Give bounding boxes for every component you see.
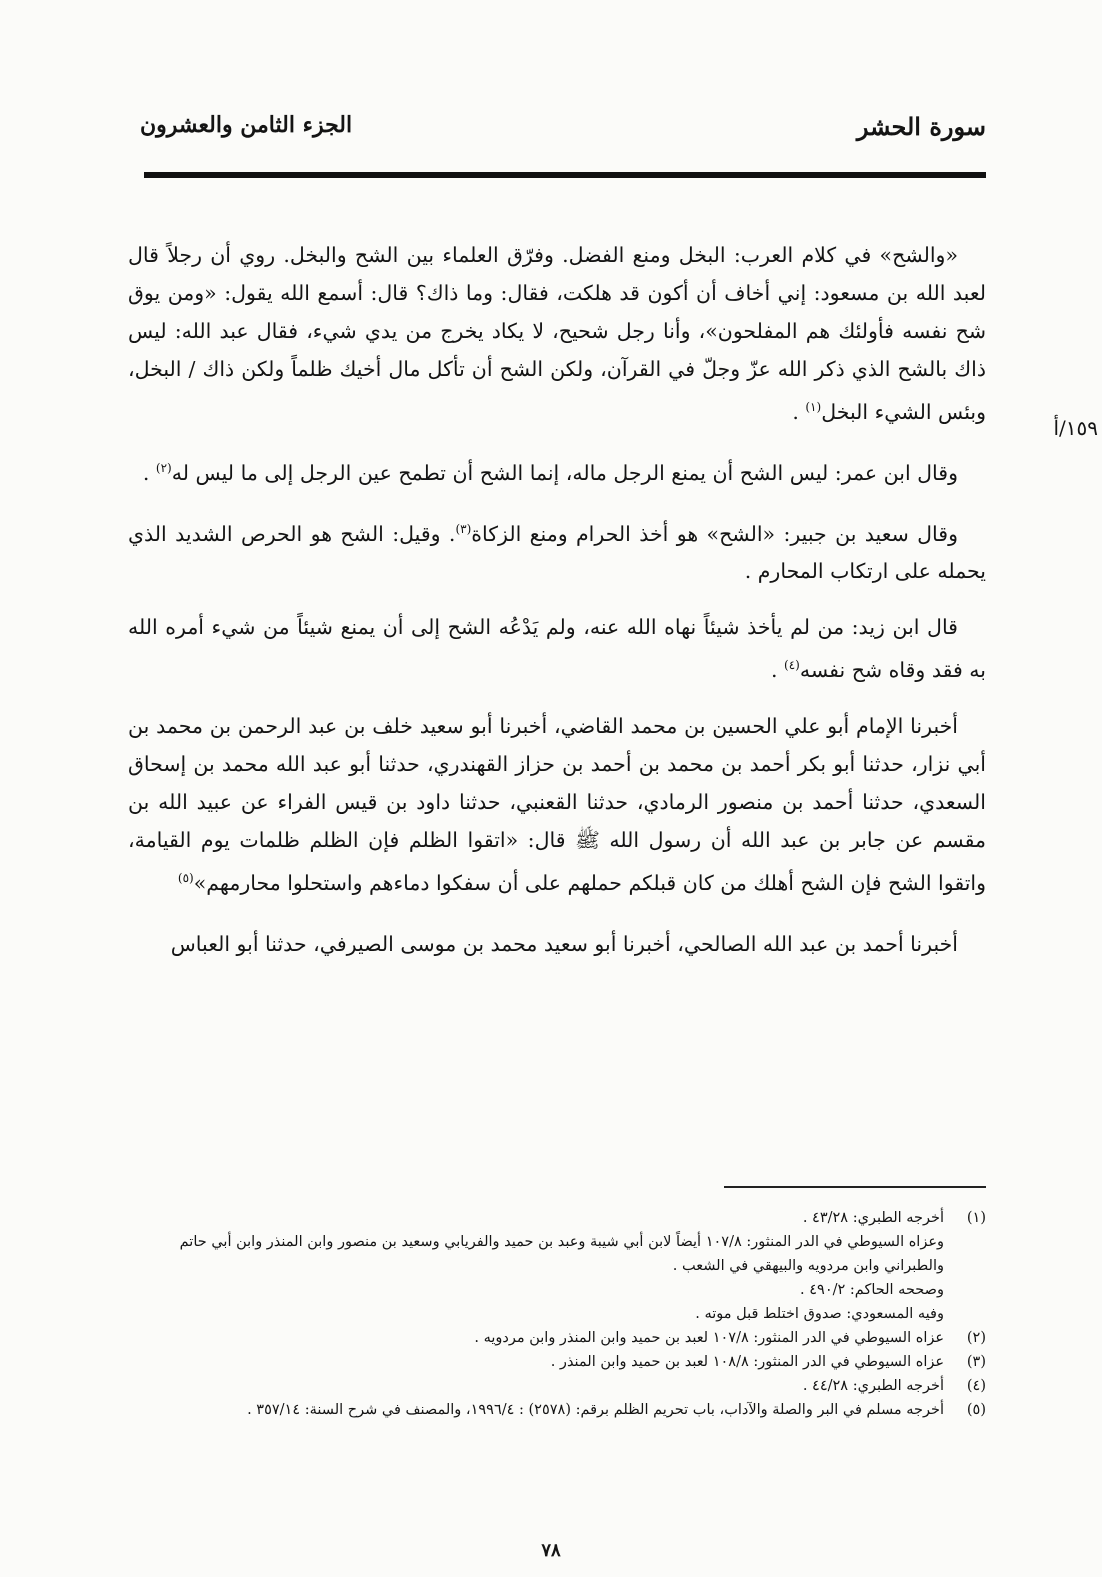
surah-title: سورة الحشر bbox=[856, 112, 986, 141]
page-header bbox=[140, 112, 986, 156]
main-text bbox=[128, 236, 986, 981]
paragraph: «والشح» في كلام العرب: البخل ومنع الفضل. وفرّق العلماء بين الشح والبخل. روي أن رجلاً قال لعبد الله بن مسعود: إني أخاف أن أكون قد هلكت، فقال: وما ذاك؟ قال: أسمع الله يقول: «ومن يوق شح نفسه فأولئك هم المفلحون»، وأنا رجل شحيح، لا يكاد يخرج من يدي شيء، فقال عبد الله: ليس ذاك بالشح الذي ذكر الله عزّ وجلّ في القرآن، ولكن الشح أن تأكل مال أخيك ظلماً ولكن ذاك / البخل، وبئس الشيء البخل$^{(١)}$ . bbox=[128, 243, 986, 424]
paragraph: وقال ابن عمر: ليس الشح أن يمنع الرجل ماله، إنما الشح أن تطمح عين الرجل إلى ما ليس له$^{(٢)}$ . bbox=[142, 460, 958, 485]
paragraph: وقال سعيد بن جبير: «الشح» هو أخذ الحرام ومنع الزكاة$^{(٣)}$. وقيل: الشح هو الحرص الشديد الذي يحمله على ارتكاب المحارم . bbox=[128, 521, 986, 584]
footnote bbox=[130, 1374, 986, 1398]
paragraph: أخبرنا الإمام أبو علي الحسين بن محمد القاضي، أخبرنا أبو سعيد خلف بن عبد الرحمن بن محمد بن أبي نزار، حدثنا أبو بكر أحمد بن محمد بن أحمد بن حزاز القهندري، حدثنا أبو عبد الله محمد بن إسحاق السعدي، حدثنا أحمد بن منصور الرمادي، حدثنا القعنبي، حدثنا داود بن قيس الفراء عن عبيد الله بن مقسم عن جابر بن عبد الله أن رسول الله ﷺ قال: «اتقوا الظلم فإن الظلم ظلمات يوم القيامة، واتقوا الشح فإن الشح أهلك من كان قبلكم حملهم على أن سفكوا دماءهم واستحلوا محارمهم»$^{(٥)}$ bbox=[128, 714, 986, 896]
paragraph: قال ابن زيد: من لم يأخذ شيئاً نهاه الله عنه، ولم يَدْعُه الشح إلى أن يمنع شيئاً من شيء أمره الله به فقد وقاه شح نفسه$^{(٤)}$ . bbox=[128, 615, 986, 683]
footnote-line: وفيه المسعودي: صدوق اختلط قبل موته . bbox=[695, 1306, 944, 1322]
footnote-rule bbox=[724, 1186, 986, 1188]
footnote-line: أخرجه الطبري: ٤٤/٢٨ . bbox=[802, 1378, 944, 1394]
page-number: ٧٨ bbox=[541, 1540, 561, 1561]
footnote-line: وصححه الحاكم: ٤٩٠/٢ . bbox=[800, 1282, 944, 1298]
header-rule bbox=[144, 172, 986, 178]
folio-margin-note: ١٥٩/أ bbox=[1053, 416, 1098, 440]
footnote-ref: (٤) bbox=[784, 658, 800, 673]
footnote-line: عزاه السيوطي في الدر المنثور: ١٠٧/٨ لعبد بن حميد وابن المنذر وابن مردويه . bbox=[474, 1330, 944, 1346]
footnote-ref: (٢) bbox=[155, 460, 172, 475]
footnote-number: (٣) bbox=[966, 1354, 986, 1370]
juz-title: الجزء الثامن والعشرون bbox=[140, 112, 353, 138]
footnote bbox=[130, 1350, 986, 1374]
footnote-number: (٤) bbox=[966, 1378, 986, 1394]
footnote bbox=[130, 1398, 986, 1422]
footnote-line: أخرجه مسلم في البر والصلة والآداب، باب تحريم الظلم برقم: (٢٥٧٨) : ١٩٩٦/٤، والمصنف في شرح السنة: ٣٥٧/١٤ . bbox=[247, 1402, 944, 1418]
footnote-ref: (٣) bbox=[455, 521, 472, 536]
footnote-ref: (٥) bbox=[177, 871, 194, 886]
footnote-ref: (١) bbox=[805, 400, 822, 414]
footnote bbox=[130, 1206, 986, 1326]
footnote-line: أخرجه الطبري: ٤٣/٢٨ . bbox=[802, 1210, 944, 1226]
footnote-number: (٥) bbox=[966, 1402, 986, 1418]
footnote-line: عزاه السيوطي في الدر المنثور: ١٠٨/٨ لعبد بن حميد وابن المنذر . bbox=[550, 1354, 944, 1370]
footnotes bbox=[130, 1206, 986, 1422]
footnote-number: (١) bbox=[966, 1210, 986, 1226]
paragraph: أخبرنا أحمد بن عبد الله الصالحي، أخبرنا أبو سعيد محمد بن موسى الصيرفي، حدثنا أبو العباس bbox=[170, 931, 958, 956]
footnote-number: (٢) bbox=[966, 1330, 986, 1346]
footnote-line: وعزاه السيوطي في الدر المنثور: ١٠٧/٨ أيضاً لابن أبي شيبة وعبد بن حميد والفريابي وسعيد بن منصور وابن المنذر وابن أبي حاتم والطبراني وابن مردويه والبيهقي في الشعب . bbox=[179, 1234, 944, 1274]
footnote bbox=[130, 1326, 986, 1350]
